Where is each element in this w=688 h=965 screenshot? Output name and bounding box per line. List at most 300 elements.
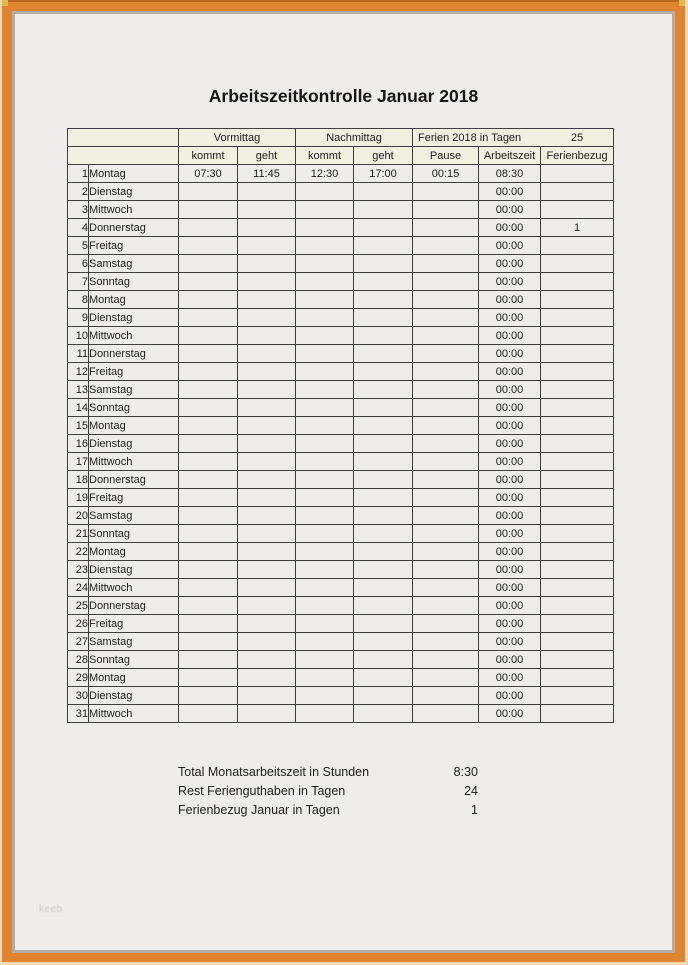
ferienbezug-cell bbox=[541, 615, 614, 633]
arbeitszeit-cell: 00:00 bbox=[479, 255, 541, 273]
pause-cell bbox=[413, 219, 479, 237]
pause-cell bbox=[413, 507, 479, 525]
vormittag-geht-cell: 11:45 bbox=[238, 165, 296, 183]
day-number-cell: 21 bbox=[68, 525, 89, 543]
arbeitszeit-cell: 00:00 bbox=[479, 327, 541, 345]
vormittag-geht-cell bbox=[238, 309, 296, 327]
pause-cell: 00:15 bbox=[413, 165, 479, 183]
pause-cell bbox=[413, 201, 479, 219]
vormittag-kommt-cell bbox=[179, 255, 238, 273]
vormittag-geht-cell bbox=[238, 669, 296, 687]
ferienbezug-cell bbox=[541, 435, 614, 453]
nachmittag-kommt-cell bbox=[296, 183, 354, 201]
day-row bbox=[68, 507, 614, 525]
vormittag-geht-cell bbox=[238, 237, 296, 255]
frame-corner-accent bbox=[2, 0, 8, 6]
day-number-cell: 9 bbox=[68, 309, 89, 327]
nachmittag-geht-cell bbox=[354, 543, 413, 561]
day-number-cell: 11 bbox=[68, 345, 89, 363]
vormittag-kommt-cell bbox=[179, 363, 238, 381]
ferienbezug-cell bbox=[541, 471, 614, 489]
col-header-ferienbezug: Ferienbezug bbox=[541, 147, 614, 165]
ferien-label: Ferien 2018 in Tagen bbox=[418, 131, 522, 144]
day-name-cell: Montag bbox=[89, 417, 179, 435]
nachmittag-kommt-cell bbox=[296, 201, 354, 219]
day-row bbox=[68, 633, 614, 651]
vormittag-kommt-cell bbox=[179, 651, 238, 669]
nachmittag-geht-cell bbox=[354, 471, 413, 489]
nachmittag-kommt-cell bbox=[296, 525, 354, 543]
day-number-cell: 23 bbox=[68, 561, 89, 579]
arbeitszeit-cell: 00:00 bbox=[479, 309, 541, 327]
vormittag-kommt-cell bbox=[179, 291, 238, 309]
day-row bbox=[68, 579, 614, 597]
summary-row bbox=[178, 782, 478, 801]
vormittag-geht-cell bbox=[238, 327, 296, 345]
day-number-cell: 10 bbox=[68, 327, 89, 345]
day-name-cell: Dienstag bbox=[89, 309, 179, 327]
day-row bbox=[68, 273, 614, 291]
nachmittag-kommt-cell bbox=[296, 651, 354, 669]
nachmittag-geht-cell bbox=[354, 579, 413, 597]
pause-cell bbox=[413, 615, 479, 633]
pause-cell bbox=[413, 417, 479, 435]
nachmittag-kommt-cell bbox=[296, 633, 354, 651]
arbeitszeit-cell: 00:00 bbox=[479, 435, 541, 453]
ferienbezug-cell bbox=[541, 417, 614, 435]
timesheet-table bbox=[67, 128, 614, 723]
day-name-cell: Sonntag bbox=[89, 273, 179, 291]
watermark: keeb bbox=[39, 904, 63, 915]
nachmittag-kommt-cell bbox=[296, 273, 354, 291]
pause-cell bbox=[413, 453, 479, 471]
day-row bbox=[68, 597, 614, 615]
ferienbezug-cell bbox=[541, 237, 614, 255]
day-row bbox=[68, 255, 614, 273]
day-name-cell: Donnerstag bbox=[89, 471, 179, 489]
day-name-cell: Mittwoch bbox=[89, 201, 179, 219]
arbeitszeit-cell: 00:00 bbox=[479, 345, 541, 363]
vormittag-geht-cell bbox=[238, 615, 296, 633]
ferienbezug-cell bbox=[541, 597, 614, 615]
summary-value: 24 bbox=[464, 784, 478, 798]
arbeitszeit-cell: 00:00 bbox=[479, 453, 541, 471]
vormittag-kommt-cell bbox=[179, 597, 238, 615]
arbeitszeit-cell: 00:00 bbox=[479, 651, 541, 669]
summary-label: Ferienbezug Januar in Tagen bbox=[178, 803, 340, 817]
vormittag-kommt-cell bbox=[179, 399, 238, 417]
pause-cell bbox=[413, 687, 479, 705]
arbeitszeit-cell: 00:00 bbox=[479, 705, 541, 723]
nachmittag-geht-cell bbox=[354, 597, 413, 615]
pause-cell bbox=[413, 471, 479, 489]
day-name-cell: Montag bbox=[89, 165, 179, 183]
day-row bbox=[68, 705, 614, 723]
ferienbezug-cell bbox=[541, 201, 614, 219]
header-spacer bbox=[68, 129, 179, 147]
arbeitszeit-cell: 00:00 bbox=[479, 417, 541, 435]
day-name-cell: Sonntag bbox=[89, 651, 179, 669]
arbeitszeit-cell: 00:00 bbox=[479, 633, 541, 651]
ferienbezug-cell bbox=[541, 489, 614, 507]
day-number-cell: 26 bbox=[68, 615, 89, 633]
pause-cell bbox=[413, 345, 479, 363]
col-header-vormittag-kommt: kommt bbox=[179, 147, 238, 165]
day-number-cell: 8 bbox=[68, 291, 89, 309]
nachmittag-geht-cell bbox=[354, 381, 413, 399]
day-row bbox=[68, 453, 614, 471]
nachmittag-geht-cell bbox=[354, 183, 413, 201]
vormittag-geht-cell bbox=[238, 489, 296, 507]
col-header-arbeitszeit: Arbeitszeit bbox=[479, 147, 541, 165]
arbeitszeit-cell: 00:00 bbox=[479, 363, 541, 381]
arbeitszeit-cell: 00:00 bbox=[479, 687, 541, 705]
arbeitszeit-cell: 00:00 bbox=[479, 399, 541, 417]
vormittag-kommt-cell bbox=[179, 705, 238, 723]
summary-label: Total Monatsarbeitszeit in Stunden bbox=[178, 765, 370, 779]
day-name-cell: Samstag bbox=[89, 381, 179, 399]
nachmittag-kommt-cell bbox=[296, 489, 354, 507]
day-number-cell: 29 bbox=[68, 669, 89, 687]
nachmittag-kommt-cell bbox=[296, 309, 354, 327]
vormittag-kommt-cell bbox=[179, 471, 238, 489]
vormittag-kommt-cell bbox=[179, 543, 238, 561]
col-header-pause: Pause bbox=[413, 147, 479, 165]
vormittag-geht-cell bbox=[238, 399, 296, 417]
day-number-cell: 16 bbox=[68, 435, 89, 453]
vormittag-geht-cell bbox=[238, 219, 296, 237]
vormittag-kommt-cell bbox=[179, 309, 238, 327]
arbeitszeit-cell: 00:00 bbox=[479, 201, 541, 219]
nachmittag-kommt-cell bbox=[296, 543, 354, 561]
day-name-cell: Mittwoch bbox=[89, 705, 179, 723]
day-number-cell: 3 bbox=[68, 201, 89, 219]
day-rows bbox=[68, 165, 614, 723]
ferienbezug-cell bbox=[541, 507, 614, 525]
nachmittag-geht-cell bbox=[354, 255, 413, 273]
nachmittag-kommt-cell bbox=[296, 669, 354, 687]
day-name-cell: Freitag bbox=[89, 237, 179, 255]
day-number-cell: 25 bbox=[68, 597, 89, 615]
day-number-cell: 19 bbox=[68, 489, 89, 507]
vormittag-kommt-cell: 07:30 bbox=[179, 165, 238, 183]
day-name-cell: Dienstag bbox=[89, 183, 179, 201]
pause-cell bbox=[413, 309, 479, 327]
day-row bbox=[68, 669, 614, 687]
ferienbezug-cell bbox=[541, 381, 614, 399]
ferienbezug-cell bbox=[541, 273, 614, 291]
vormittag-geht-cell bbox=[238, 525, 296, 543]
nachmittag-geht-cell bbox=[354, 561, 413, 579]
pause-cell bbox=[413, 705, 479, 723]
vormittag-geht-cell bbox=[238, 471, 296, 489]
vormittag-geht-cell bbox=[238, 687, 296, 705]
day-number-cell: 12 bbox=[68, 363, 89, 381]
pause-cell bbox=[413, 291, 479, 309]
vormittag-kommt-cell bbox=[179, 633, 238, 651]
day-row bbox=[68, 399, 614, 417]
group-header-row bbox=[68, 129, 614, 147]
arbeitszeit-cell: 00:00 bbox=[479, 543, 541, 561]
header-vormittag: Vormittag bbox=[179, 129, 296, 147]
day-number-cell: 14 bbox=[68, 399, 89, 417]
day-number-cell: 18 bbox=[68, 471, 89, 489]
ferienbezug-cell: 1 bbox=[541, 219, 614, 237]
day-number-cell: 5 bbox=[68, 237, 89, 255]
nachmittag-geht-cell bbox=[354, 489, 413, 507]
vormittag-kommt-cell bbox=[179, 687, 238, 705]
day-row bbox=[68, 345, 614, 363]
arbeitszeit-cell: 00:00 bbox=[479, 219, 541, 237]
arbeitszeit-cell: 00:00 bbox=[479, 525, 541, 543]
vormittag-kommt-cell bbox=[179, 507, 238, 525]
pause-cell bbox=[413, 561, 479, 579]
pause-cell bbox=[413, 525, 479, 543]
ferien-total-days: 25 bbox=[570, 131, 584, 144]
pause-cell bbox=[413, 183, 479, 201]
day-row bbox=[68, 309, 614, 327]
pause-cell bbox=[413, 435, 479, 453]
day-name-cell: Mittwoch bbox=[89, 453, 179, 471]
nachmittag-geht-cell bbox=[354, 651, 413, 669]
vormittag-geht-cell bbox=[238, 273, 296, 291]
vormittag-geht-cell bbox=[238, 201, 296, 219]
pause-cell bbox=[413, 381, 479, 399]
nachmittag-geht-cell bbox=[354, 669, 413, 687]
vormittag-kommt-cell bbox=[179, 345, 238, 363]
day-name-cell: Freitag bbox=[89, 615, 179, 633]
summary-value: 8:30 bbox=[453, 765, 478, 779]
nachmittag-geht-cell bbox=[354, 453, 413, 471]
vormittag-geht-cell bbox=[238, 561, 296, 579]
day-number-cell: 30 bbox=[68, 687, 89, 705]
day-row bbox=[68, 687, 614, 705]
nachmittag-kommt-cell bbox=[296, 507, 354, 525]
nachmittag-geht-cell bbox=[354, 291, 413, 309]
day-name-cell: Dienstag bbox=[89, 435, 179, 453]
day-name-cell: Samstag bbox=[89, 255, 179, 273]
day-row bbox=[68, 561, 614, 579]
ferienbezug-cell bbox=[541, 363, 614, 381]
ferienbezug-cell bbox=[541, 453, 614, 471]
vormittag-kommt-cell bbox=[179, 525, 238, 543]
day-row bbox=[68, 201, 614, 219]
header-spacer bbox=[68, 147, 179, 165]
nachmittag-geht-cell bbox=[354, 201, 413, 219]
day-number-cell: 28 bbox=[68, 651, 89, 669]
day-row bbox=[68, 525, 614, 543]
nachmittag-kommt-cell bbox=[296, 327, 354, 345]
col-header-nachmittag-geht: geht bbox=[354, 147, 413, 165]
day-row bbox=[68, 165, 614, 183]
vormittag-geht-cell bbox=[238, 363, 296, 381]
nachmittag-geht-cell bbox=[354, 615, 413, 633]
pause-cell bbox=[413, 651, 479, 669]
vormittag-kommt-cell bbox=[179, 327, 238, 345]
day-name-cell: Mittwoch bbox=[89, 579, 179, 597]
pause-cell bbox=[413, 399, 479, 417]
day-name-cell: Samstag bbox=[89, 507, 179, 525]
vormittag-kommt-cell bbox=[179, 219, 238, 237]
summary-row bbox=[178, 801, 478, 820]
nachmittag-kommt-cell bbox=[296, 453, 354, 471]
vormittag-kommt-cell bbox=[179, 381, 238, 399]
day-row bbox=[68, 219, 614, 237]
vormittag-kommt-cell bbox=[179, 201, 238, 219]
nachmittag-geht-cell: 17:00 bbox=[354, 165, 413, 183]
ferienbezug-cell bbox=[541, 705, 614, 723]
summary-label: Rest Ferienguthaben in Tagen bbox=[178, 784, 346, 798]
day-number-cell: 17 bbox=[68, 453, 89, 471]
day-name-cell: Freitag bbox=[89, 363, 179, 381]
ferienbezug-cell bbox=[541, 669, 614, 687]
day-row bbox=[68, 615, 614, 633]
pause-cell bbox=[413, 669, 479, 687]
vormittag-geht-cell bbox=[238, 381, 296, 399]
day-number-cell: 1 bbox=[68, 165, 89, 183]
nachmittag-geht-cell bbox=[354, 399, 413, 417]
vormittag-geht-cell bbox=[238, 705, 296, 723]
arbeitszeit-cell: 00:00 bbox=[479, 273, 541, 291]
summary-value: 1 bbox=[471, 803, 478, 817]
nachmittag-geht-cell bbox=[354, 219, 413, 237]
day-row bbox=[68, 381, 614, 399]
day-number-cell: 15 bbox=[68, 417, 89, 435]
header-nachmittag: Nachmittag bbox=[296, 129, 413, 147]
nachmittag-geht-cell bbox=[354, 237, 413, 255]
vormittag-geht-cell bbox=[238, 579, 296, 597]
arbeitszeit-cell: 00:00 bbox=[479, 669, 541, 687]
nachmittag-kommt-cell bbox=[296, 345, 354, 363]
vormittag-kommt-cell bbox=[179, 579, 238, 597]
vormittag-geht-cell bbox=[238, 183, 296, 201]
vormittag-geht-cell bbox=[238, 507, 296, 525]
arbeitszeit-cell: 00:00 bbox=[479, 237, 541, 255]
pause-cell bbox=[413, 363, 479, 381]
nachmittag-kommt-cell bbox=[296, 399, 354, 417]
nachmittag-geht-cell bbox=[354, 273, 413, 291]
nachmittag-kommt-cell bbox=[296, 471, 354, 489]
vormittag-geht-cell bbox=[238, 255, 296, 273]
arbeitszeit-cell: 00:00 bbox=[479, 489, 541, 507]
header-ferien bbox=[413, 129, 614, 147]
day-number-cell: 22 bbox=[68, 543, 89, 561]
day-number-cell: 24 bbox=[68, 579, 89, 597]
ferienbezug-cell bbox=[541, 579, 614, 597]
vormittag-kommt-cell bbox=[179, 273, 238, 291]
vormittag-geht-cell bbox=[238, 345, 296, 363]
summary-section bbox=[178, 763, 478, 820]
day-number-cell: 6 bbox=[68, 255, 89, 273]
arbeitszeit-cell: 08:30 bbox=[479, 165, 541, 183]
nachmittag-kommt-cell bbox=[296, 597, 354, 615]
day-name-cell: Montag bbox=[89, 291, 179, 309]
day-name-cell: Donnerstag bbox=[89, 597, 179, 615]
nachmittag-kommt-cell bbox=[296, 237, 354, 255]
arbeitszeit-cell: 00:00 bbox=[479, 471, 541, 489]
day-name-cell: Dienstag bbox=[89, 561, 179, 579]
arbeitszeit-cell: 00:00 bbox=[479, 597, 541, 615]
nachmittag-kommt-cell bbox=[296, 561, 354, 579]
pause-cell bbox=[413, 597, 479, 615]
arbeitszeit-cell: 00:00 bbox=[479, 291, 541, 309]
day-row bbox=[68, 183, 614, 201]
nachmittag-kommt-cell bbox=[296, 255, 354, 273]
pause-cell bbox=[413, 255, 479, 273]
day-row bbox=[68, 471, 614, 489]
day-row bbox=[68, 417, 614, 435]
day-number-cell: 20 bbox=[68, 507, 89, 525]
vormittag-geht-cell bbox=[238, 633, 296, 651]
nachmittag-kommt-cell bbox=[296, 615, 354, 633]
frame-corner-accent bbox=[679, 0, 685, 6]
arbeitszeit-cell: 00:00 bbox=[479, 615, 541, 633]
vormittag-geht-cell bbox=[238, 597, 296, 615]
day-row bbox=[68, 489, 614, 507]
nachmittag-kommt-cell bbox=[296, 435, 354, 453]
vormittag-kommt-cell bbox=[179, 453, 238, 471]
nachmittag-kommt-cell bbox=[296, 705, 354, 723]
vormittag-kommt-cell bbox=[179, 489, 238, 507]
ferienbezug-cell bbox=[541, 183, 614, 201]
nachmittag-geht-cell bbox=[354, 309, 413, 327]
nachmittag-geht-cell bbox=[354, 633, 413, 651]
nachmittag-geht-cell bbox=[354, 345, 413, 363]
vormittag-geht-cell bbox=[238, 291, 296, 309]
arbeitszeit-cell: 00:00 bbox=[479, 507, 541, 525]
day-name-cell: Sonntag bbox=[89, 399, 179, 417]
nachmittag-kommt-cell bbox=[296, 417, 354, 435]
day-name-cell: Sonntag bbox=[89, 525, 179, 543]
vormittag-geht-cell bbox=[238, 417, 296, 435]
day-number-cell: 27 bbox=[68, 633, 89, 651]
ferienbezug-cell bbox=[541, 651, 614, 669]
pause-cell bbox=[413, 327, 479, 345]
ferienbezug-cell bbox=[541, 291, 614, 309]
vormittag-kommt-cell bbox=[179, 183, 238, 201]
ferienbezug-cell bbox=[541, 543, 614, 561]
day-number-cell: 13 bbox=[68, 381, 89, 399]
nachmittag-kommt-cell bbox=[296, 219, 354, 237]
page-title: Arbeitszeitkontrolle Januar 2018 bbox=[208, 86, 479, 106]
vormittag-geht-cell bbox=[238, 453, 296, 471]
ferienbezug-cell bbox=[541, 561, 614, 579]
vormittag-kommt-cell bbox=[179, 237, 238, 255]
vormittag-kommt-cell bbox=[179, 669, 238, 687]
ferienbezug-cell bbox=[541, 327, 614, 345]
ferienbezug-cell bbox=[541, 687, 614, 705]
pause-cell bbox=[413, 237, 479, 255]
arbeitszeit-cell: 00:00 bbox=[479, 579, 541, 597]
vormittag-kommt-cell bbox=[179, 615, 238, 633]
day-row bbox=[68, 363, 614, 381]
ferienbezug-cell bbox=[541, 633, 614, 651]
nachmittag-geht-cell bbox=[354, 363, 413, 381]
vormittag-kommt-cell bbox=[179, 561, 238, 579]
pause-cell bbox=[413, 273, 479, 291]
ferienbezug-cell bbox=[541, 165, 614, 183]
vormittag-geht-cell bbox=[238, 435, 296, 453]
nachmittag-geht-cell bbox=[354, 705, 413, 723]
day-name-cell: Samstag bbox=[89, 633, 179, 651]
pause-cell bbox=[413, 633, 479, 651]
nachmittag-geht-cell bbox=[354, 327, 413, 345]
day-name-cell: Dienstag bbox=[89, 687, 179, 705]
day-row bbox=[68, 435, 614, 453]
day-row bbox=[68, 327, 614, 345]
day-row bbox=[68, 651, 614, 669]
ferienbezug-cell bbox=[541, 399, 614, 417]
